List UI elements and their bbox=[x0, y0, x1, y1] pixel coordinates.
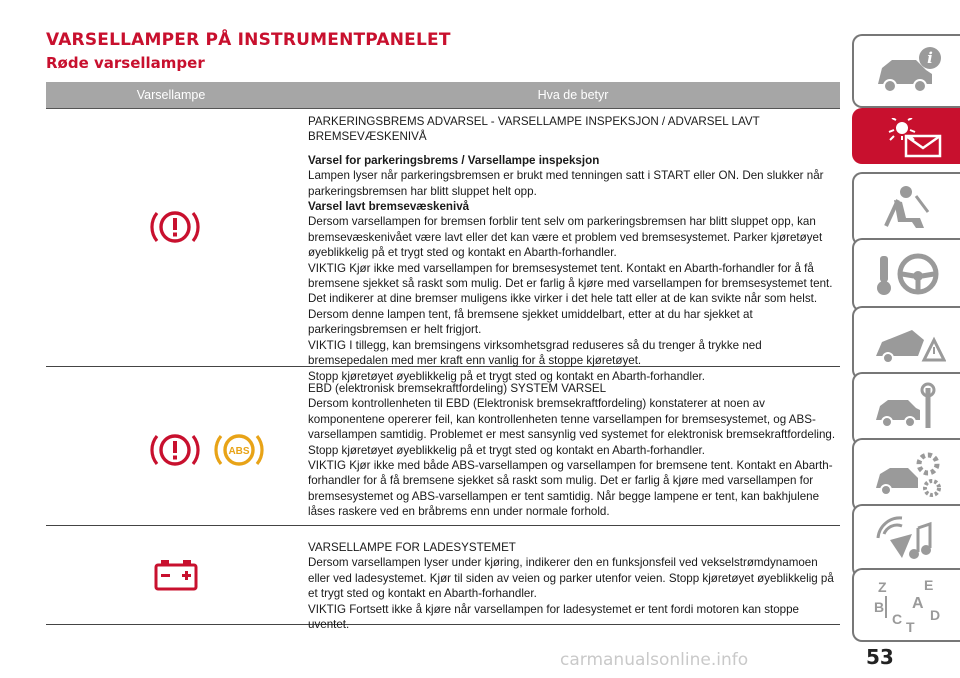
side-tab-starting-driving[interactable] bbox=[852, 238, 960, 312]
car-info-icon bbox=[872, 44, 946, 98]
side-tab-multimedia[interactable] bbox=[852, 504, 960, 578]
side-tab-technical-data[interactable] bbox=[852, 438, 960, 512]
battery-warning-icon bbox=[152, 558, 200, 592]
column-header-meaning: Hva de betyr bbox=[537, 88, 609, 102]
side-tab-safety[interactable] bbox=[852, 172, 960, 246]
car-service-icon bbox=[872, 382, 946, 436]
side-tab-car-info[interactable] bbox=[852, 34, 960, 108]
alphabetical-index-icon bbox=[872, 578, 946, 632]
abs-label: ABS bbox=[228, 446, 250, 457]
row-description: VARSELLAMPE FOR LADESYSTEMET Dersom varsellampen lyser under kjøring, indikerer den en funksjonsfeil ved vekselstrømdynamoen eller ved ladesystemet. Kjør til siden av veien og parker utenfor veien. Stopp kjøretøyet øyeblikkelig på et trygt sted og kontakt en Abarth-forhandler. VIKTIG Fortsett ikke å kjøre når varsellampen for ladesystemet er tent fordi motoren kan stoppe uventet. bbox=[308, 541, 834, 632]
page-number: 53 bbox=[866, 645, 894, 669]
row-description: PARKERINGSBREMS ADVARSEL - VARSELLAMPE INSPEKSJON / ADVARSEL LAVT BREMSEVÆSKENIVÅ Varsel for parkeringsbrems / Varsellampe inspeksjon Lampen lyser når parkeringsbremsen er brukt med tenningen satt i START eller ON. Den slukker når parkeringsbremsen har blitt sluppet helt opp. Varsel lavt bremsevæskenivå Dersom varsellampen for bremsen forblir tent selv om parkeringsbremsen har blitt sluppet opp, kan bremsevæskenivået være lavt eller det kan være et problem ved bremsesystemet. Parker kjøretøyet øyeblikkelig på et trygt sted og kontakt en Abarth-forhandler. VIKTIG Kjør ikke med varsellampen for bremsesystemet tent. Kontakt en Abarth-forhandler for å få bremsene sjekket så raskt som mulig. Det er farlig å kjøre med varsellampen for bremsesystemet tent. Det indikerer at dine bremser muligens ikke virker i det hele tatt eller at de kan svikte når som helst. Dersom denne lampen tent, få bremsene sjekket umiddelbart, etter at du har sjekket at parkeringsbremsen er helt frigjort. VIKTIG I tillegg, kan bremsingens virksomhetsgrad reduseres så du trenger å trykke ned bremsepedalen med mer kraft enn vanlig for å stoppe kjøretøyet. Stopp kjøretøyet øyeblikkelig på et trygt sted og kontakt en Abarth-forhandler. bbox=[308, 115, 833, 383]
side-tab-index[interactable] bbox=[852, 568, 960, 642]
technical-data-icon bbox=[872, 448, 946, 502]
watermark: carmanualsonline.info bbox=[560, 650, 749, 670]
svg-text:C: C bbox=[892, 611, 903, 627]
column-header-lamp: Varsellampe bbox=[136, 88, 206, 102]
svg-text:T: T bbox=[906, 619, 915, 632]
svg-text:D: D bbox=[930, 607, 941, 623]
section-subtitle: Røde varsellamper bbox=[46, 54, 205, 72]
key-steering-wheel-icon bbox=[872, 248, 946, 302]
brake-warning-icon bbox=[148, 204, 202, 250]
seat-airbag-icon bbox=[872, 182, 946, 236]
svg-text:E: E bbox=[924, 578, 934, 593]
svg-text:Z: Z bbox=[878, 579, 887, 595]
brake-warning-icon bbox=[148, 427, 202, 473]
side-tab-emergency[interactable] bbox=[852, 306, 960, 380]
svg-text:i: i bbox=[927, 49, 933, 67]
svg-text:B: B bbox=[874, 599, 885, 615]
multimedia-icon bbox=[872, 514, 946, 568]
side-tab-warning-lights[interactable] bbox=[852, 108, 960, 164]
emergency-car-icon bbox=[872, 316, 946, 370]
table-row bbox=[46, 534, 840, 632]
warning-lights-icon bbox=[872, 118, 946, 160]
side-tab-servicing[interactable] bbox=[852, 372, 960, 446]
row-description: EBD (elektronisk bremsekraftfordeling) SYSTEM VARSEL Dersom kontrollenheten til EBD (Elektronisk bremsekraftfordeling) konstaterer at noen av komponentene opererer feil, kan kontrollenheten tenne varsellampen for bremsesystemet, og ABS-varsellampen samtidig. Problemet er mest sansynlig ved systemet for elektronisk bremsekraftfordeling. Stopp kjøretøyet øyeblikkelig på et trygt sted og kontakt en Abarth-forhandler. VIKTIG Kjør ikke med både ABS-varsellampen og varsellampen for bremsene tent. Kontakt en Abarth-forhandler for å få bremsene sjekket så raskt som mulig. Det er farlig å kjøre med varsellampen for bremsesystemet og ABS-varsellampen er tent samtidig. Når begge lampene er tent, kan bakhjulene låses raskere ved en bråbrems enn under normale forhold. bbox=[308, 382, 836, 519]
table-row bbox=[46, 375, 840, 526]
table-row bbox=[46, 108, 840, 383]
abs-warning-icon bbox=[212, 427, 266, 473]
table-header bbox=[46, 82, 840, 109]
svg-text:A: A bbox=[912, 595, 924, 612]
page-title: VARSELLAMPER PÅ INSTRUMENTPANELET bbox=[46, 30, 451, 50]
